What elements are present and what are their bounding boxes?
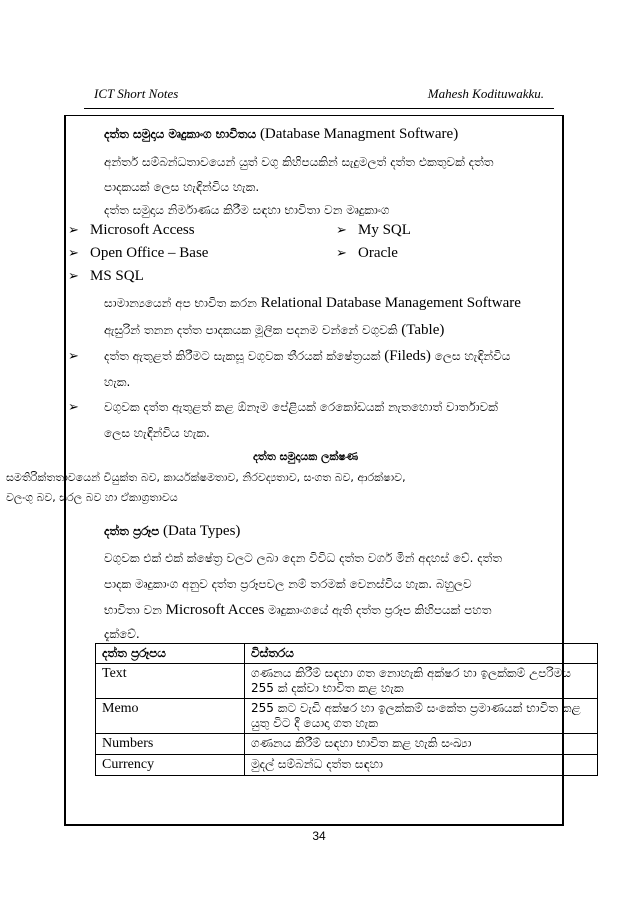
table-cell-description	[245, 699, 598, 734]
table-cell-desc-line: 255 කට වැඩි අක්ෂර හා ඉලක්කම් සංකේත ප්‍රමාණයක් භාවිත කළ	[251, 701, 581, 715]
rdbms-text-si: සාමාන්‍යයෙන් අප භාවිත කරන	[104, 296, 257, 310]
table-header-row	[96, 644, 598, 664]
section1-line1: අන්තර් සම්බන්ධතාවයෙන් යුත් වගු කිහිපයකින් සැදුමලත් දත්ත එකතුවක් දත්ත	[104, 155, 494, 169]
arrow-bullet-icon: ➢	[68, 399, 79, 414]
table-cell-desc-line: 255 ක් දක්වා භාවිත කළ හැක	[251, 681, 404, 695]
rdbms-line	[104, 293, 521, 313]
software-item: Oracle	[358, 245, 398, 261]
table-row	[96, 699, 598, 734]
table-cell-type: Numbers	[96, 734, 245, 755]
arrow-bullet-icon: ➢	[68, 222, 79, 237]
table-cell-desc-line: යුතු විට දී යොදා ගත හැක	[251, 716, 378, 730]
datatypes-table	[95, 643, 598, 776]
arrow-bullet-icon: ➢	[68, 245, 79, 260]
record-line2: ලෙස හැඳින්විය හැක.	[104, 426, 210, 440]
section2-title-en: (Data Types)	[163, 523, 241, 539]
table-header-type: දත්ත ප්‍රරූපය	[96, 644, 245, 664]
section2-line3-en: Microsoft Acces	[165, 602, 265, 618]
features-line1: සමතිරික්තතාවයෙන් වියුක්ත බව, කාර්යක්ෂමතාව, නිරවද්‍යතාව, සංගත බව, ආරක්ෂාව,	[6, 471, 406, 484]
fields-text-en: (Fileds)	[384, 348, 431, 364]
arrow-bullet-icon: ➢	[336, 222, 347, 237]
section2-title-si: දත්ත ප්‍රරූප	[104, 524, 160, 538]
record-line1: වගුවක දත්ත ඇතුළත් කළ ඕනෑම පේළියක් රෙකෝඩයක් නැතහොත් වාර්තාවක්	[104, 400, 498, 414]
table-cell-type: Memo	[96, 699, 245, 734]
rdbms-text-en: Relational Database Management Software	[260, 295, 521, 311]
table-line	[104, 320, 444, 340]
table-text-si: ඇසුරින් තනන දත්ත පාදකයක මූලික පදනම වන්නේ වගුවකි	[104, 323, 398, 337]
arrow-bullet-icon: ➢	[336, 245, 347, 260]
header-author: Mahesh Kodituwakku.	[427, 86, 544, 101]
section2-line4: දැක්වේ.	[104, 627, 140, 641]
table-row	[96, 755, 598, 776]
software-item: My SQL	[358, 222, 411, 238]
section2-line3	[104, 600, 491, 620]
header-rule	[84, 108, 554, 109]
table-cell-desc-line: ගණනය කිරීම් සඳහා ගත නොහැකි අක්ෂර හා ඉලක්කම් උපරිමය	[251, 666, 571, 680]
section1-title-si: දත්ත සමුදාය මෘදුකාංග භාවිතය	[104, 127, 257, 141]
section2-line3-si2: මෘදුකාංගයේ ඇති දත්ත ප්‍රරූප කිහිපයක් පහත	[268, 603, 492, 617]
section2-title	[104, 521, 240, 541]
software-item: Microsoft Access	[90, 222, 195, 238]
software-item: MS SQL	[90, 268, 144, 284]
table-header-description: විස්තරය	[245, 644, 598, 664]
page-number: 34	[312, 829, 326, 843]
header-title: ICT Short Notes	[94, 86, 179, 101]
section2-line1: වගුවක එක් එක් ක්ෂේත්‍ර වලට ලබා දෙන විවිධ දත්ත වර්ග මින් අදහස් වේ. දත්ත	[104, 551, 503, 565]
fields-text-si: දත්ත ඇතුළත් කිරීමට සැකසූ වගුවක තීරයක් ක්ෂේත්‍රයක්	[104, 349, 381, 363]
table-cell-description: ගණනය කිරීම් සඳහා භාවිත කළ හැකි සංඛ්‍යා	[245, 734, 598, 755]
table-text-en: (Table)	[401, 322, 445, 338]
table-cell-description: මුදල් සම්බන්ධ දත්ත සඳහා	[245, 755, 598, 776]
section2-line3-si: භාවිතා වන	[104, 603, 162, 617]
fields-text-si2: ලෙස හැඳින්විය	[434, 349, 511, 363]
section2-line2: පාදක මෘදුකාංග අනුව දත්ත ප්‍රරූපවල නම් තරමක් වෙනස්විය හැක. බහුලව	[104, 577, 472, 591]
software-item: Open Office – Base	[90, 245, 209, 261]
table-cell-type: Text	[96, 664, 245, 699]
table-row	[96, 734, 598, 755]
section1-title-en: (Database Managment Software)	[259, 126, 459, 142]
arrow-bullet-icon: ➢	[68, 268, 79, 283]
features-title: දත්ත සමුදායක ලක්ෂණ	[253, 450, 359, 463]
features-line2: වලංගු බව, සරල බව හා ඒකාග්‍රතාවය	[6, 491, 178, 504]
page-header	[94, 86, 544, 104]
table-cell-type: Currency	[96, 755, 245, 776]
fields-line2: හැක.	[104, 375, 131, 389]
arrow-bullet-icon: ➢	[68, 348, 79, 363]
section1-line3: දත්ත සමුදාය නිර්මාණය කිරීම සඳහා භාවිතා වන මෘදුකාංග	[104, 203, 390, 217]
fields-line	[104, 346, 510, 366]
section1-line2: පාදකයක් ලෙස හැඳින්විය හැක.	[104, 180, 260, 194]
table-row	[96, 664, 598, 699]
table-cell-description	[245, 664, 598, 699]
section1-title	[104, 124, 458, 144]
